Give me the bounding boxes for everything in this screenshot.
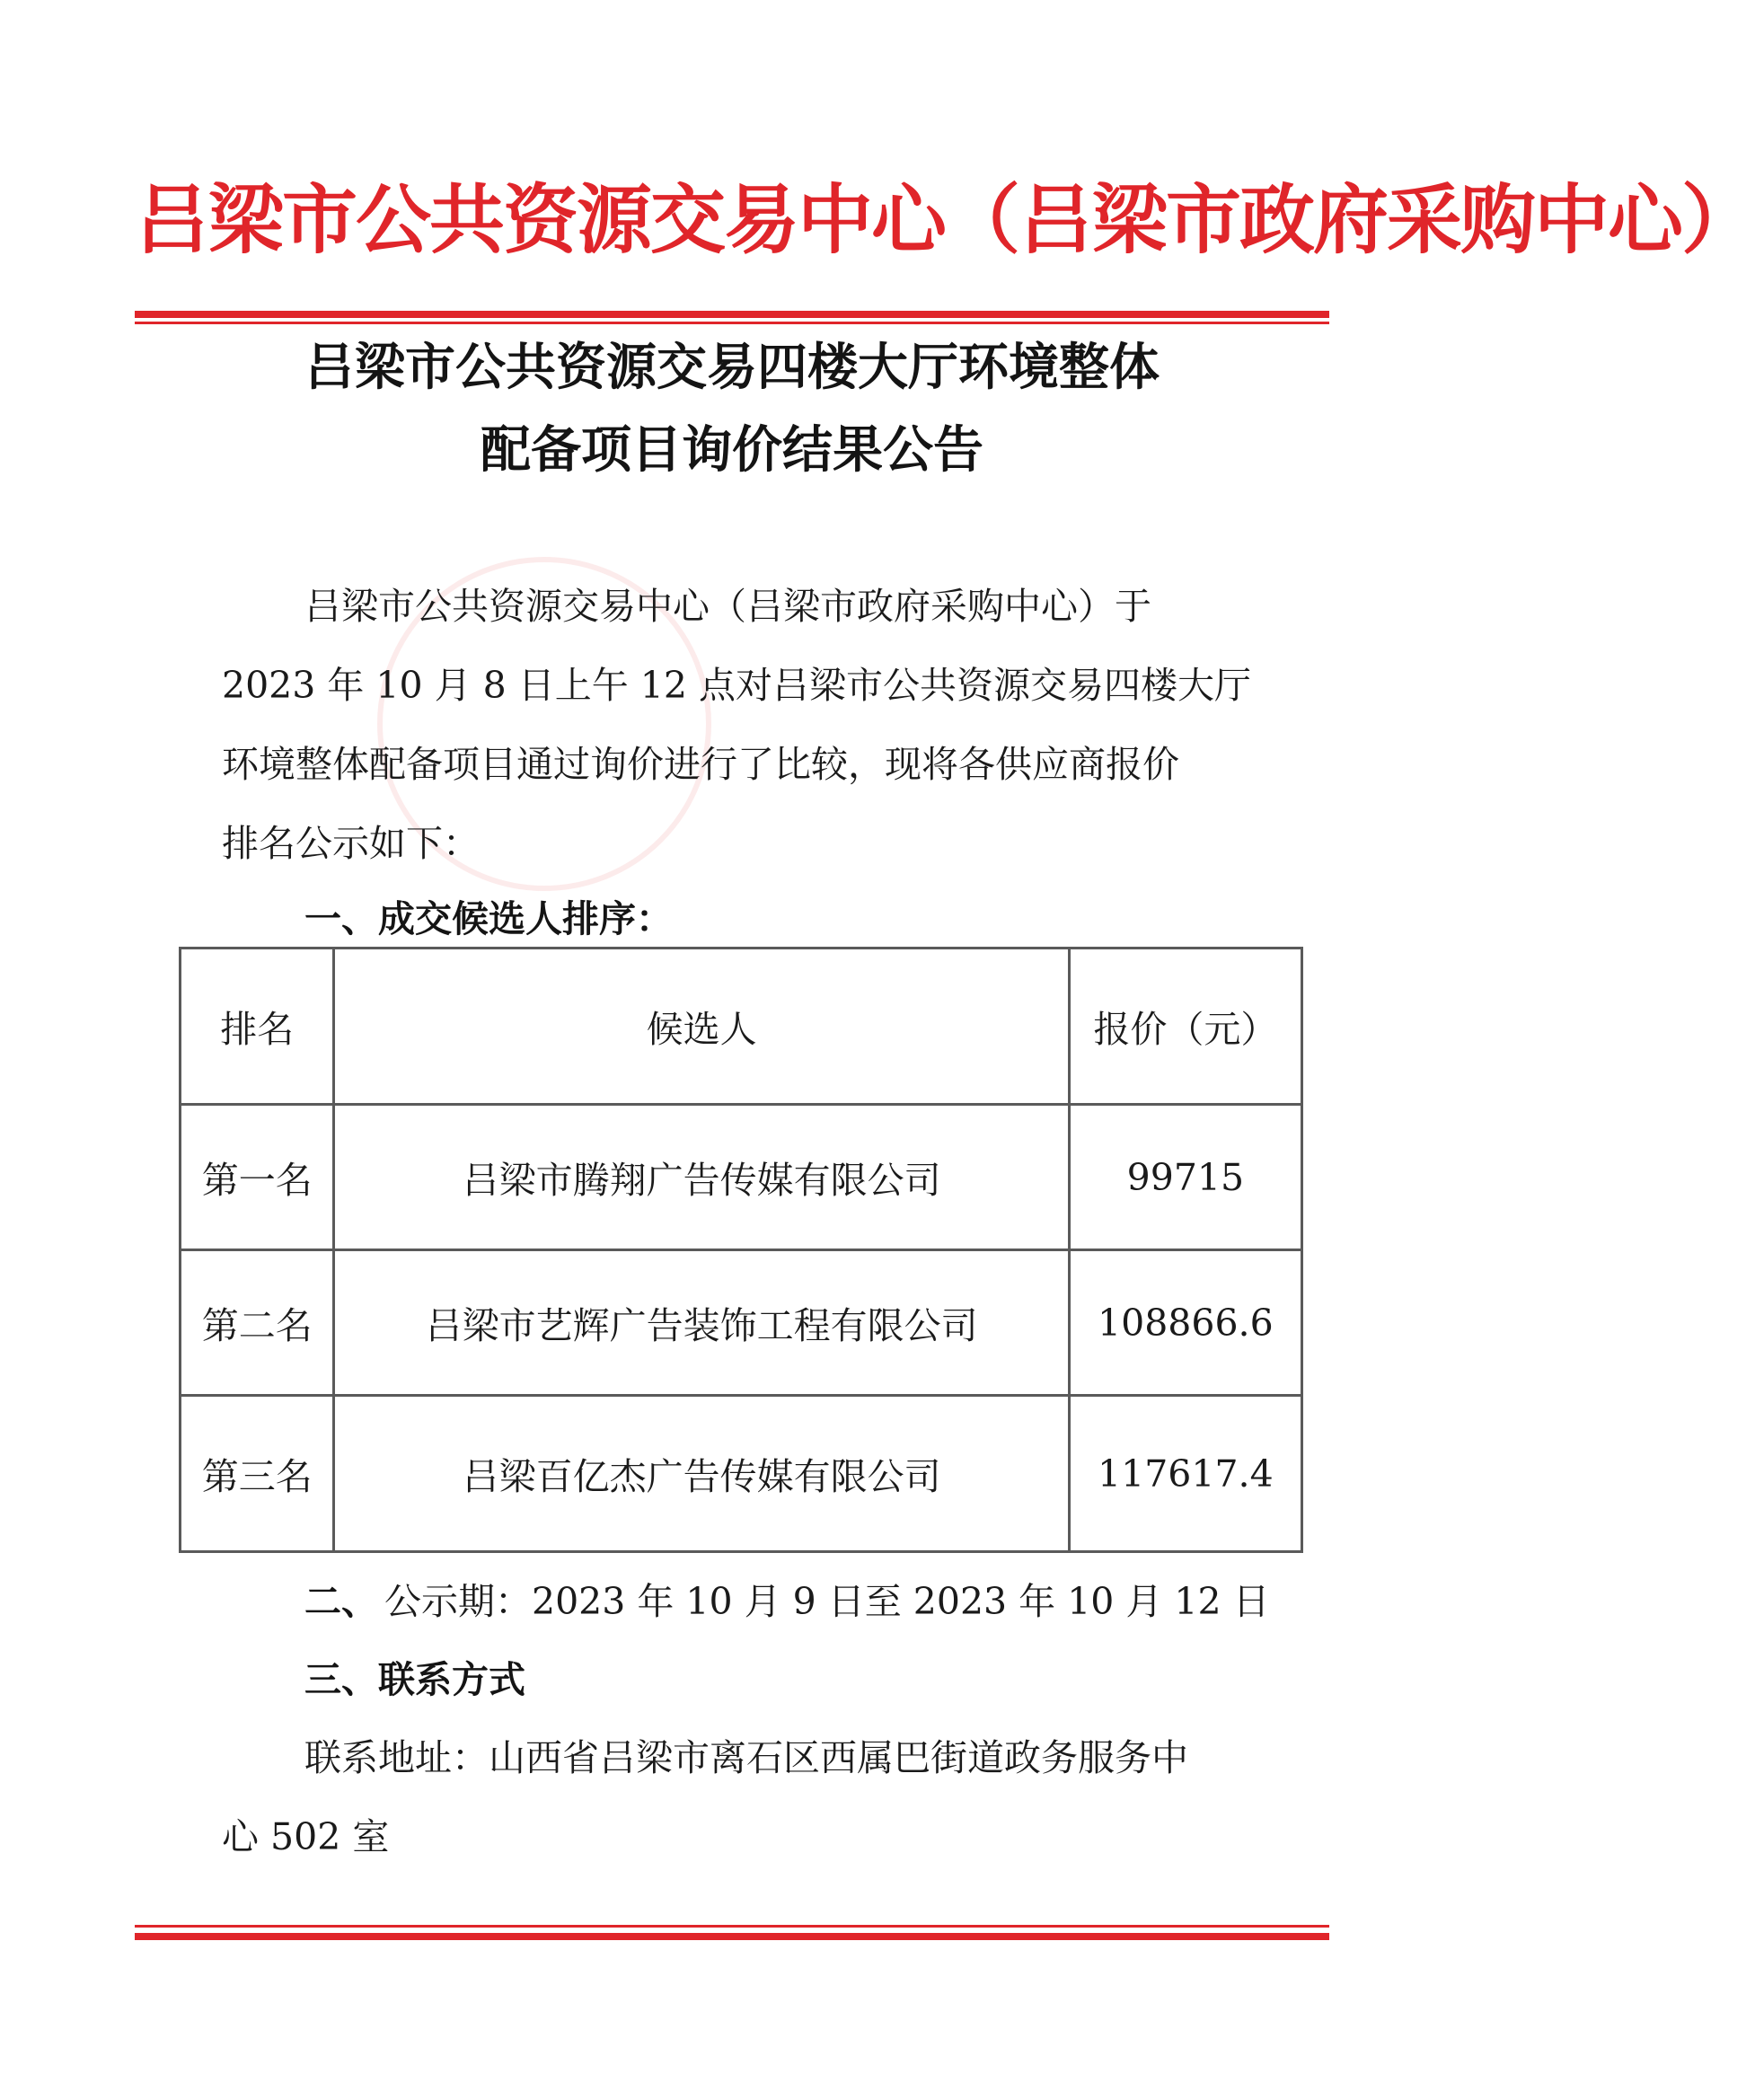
publicity-period: 公示期：2023 年 10 月 9 日至 2023 年 10 月 12 日 bbox=[384, 1580, 1270, 1623]
table-row bbox=[181, 1396, 1302, 1552]
masthead: 吕梁市公共资源交易中心（吕梁市政府采购中心） bbox=[135, 175, 1755, 264]
footer-rule-thin bbox=[135, 1925, 1329, 1928]
contact-address-line-2: 心 502 室 bbox=[222, 1815, 390, 1858]
cell-candidate: 吕梁市艺辉广告装饰工程有限公司 bbox=[334, 1250, 1069, 1396]
cell-candidate: 吕梁市腾翔广告传媒有限公司 bbox=[334, 1105, 1069, 1250]
cell-price: 117617.4 bbox=[1069, 1396, 1301, 1552]
header-price: 报价（元） bbox=[1069, 949, 1301, 1105]
table-row bbox=[181, 1250, 1302, 1396]
intro-line-1: 吕梁市公共资源交易中心（吕梁市政府采购中心）于 bbox=[304, 585, 1151, 628]
page-title-line-2: 配备项目询价结果公告 bbox=[481, 421, 983, 480]
section-3-heading: 三、联系方式 bbox=[304, 1658, 525, 1701]
table-header-row bbox=[181, 949, 1302, 1105]
cell-price: 108866.6 bbox=[1069, 1250, 1301, 1396]
cell-rank: 第三名 bbox=[181, 1396, 334, 1552]
cell-price: 99715 bbox=[1069, 1105, 1301, 1250]
table-row bbox=[181, 1105, 1302, 1250]
page-title-line-1: 吕梁市公共资源交易四楼大厅环境整体 bbox=[304, 339, 1160, 397]
cell-rank: 第一名 bbox=[181, 1105, 334, 1250]
intro-line-2: 2023 年 10 月 8 日上午 12 点对吕梁市公共资源交易四楼大厅 bbox=[222, 664, 1251, 707]
masthead-rule-thick bbox=[135, 311, 1329, 318]
header-candidate: 候选人 bbox=[334, 949, 1069, 1105]
footer-rule-thick bbox=[135, 1933, 1329, 1940]
cell-candidate: 吕梁百亿杰广告传媒有限公司 bbox=[334, 1396, 1069, 1552]
section-1-heading: 一、成交候选人排序： bbox=[304, 897, 673, 940]
intro-line-3: 环境整体配备项目通过询价进行了比较，现将各供应商报价 bbox=[222, 743, 1179, 786]
candidate-ranking-table bbox=[179, 947, 1303, 1553]
header-rank: 排名 bbox=[181, 949, 334, 1105]
section-2-heading: 二、 bbox=[304, 1580, 378, 1623]
intro-line-4: 排名公示如下： bbox=[222, 822, 480, 865]
contact-address-line-1: 联系地址：山西省吕梁市离石区西属巴街道政务服务中 bbox=[304, 1736, 1188, 1779]
masthead-rule-thin bbox=[135, 322, 1329, 324]
cell-rank: 第二名 bbox=[181, 1250, 334, 1396]
